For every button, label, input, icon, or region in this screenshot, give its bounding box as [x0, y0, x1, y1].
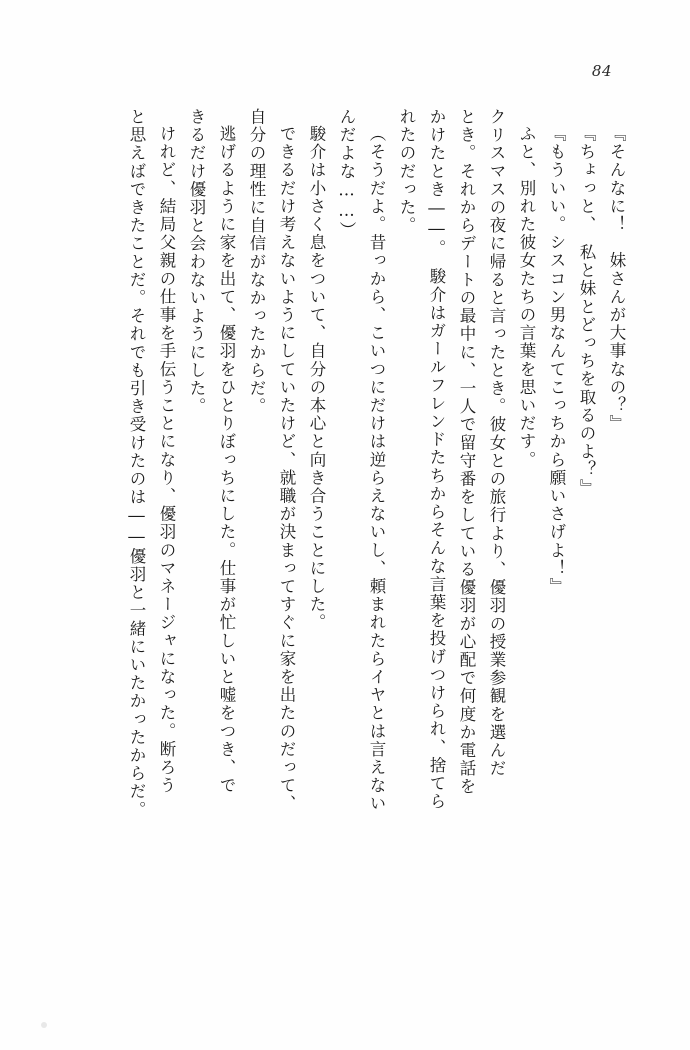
text-column: 『そんなに！ 妹さんが大事なの？』: [607, 125, 626, 433]
text-column: クリスマスの夜に帰ると言ったとき。彼女との旅行より、優羽の授業参観を選んだ: [487, 108, 506, 778]
text-column: けれど、結局父親の仕事を手伝うことになり、優羽のマネージャになった。断ろう: [157, 125, 176, 795]
text-column: できるだけ考えないようにしていたけど、就職が決まってすぐに家を出たのだって、: [277, 125, 296, 813]
page-number: 84: [591, 62, 612, 80]
text-column: んだよな……）: [337, 108, 356, 240]
text-column: 駿介は小さく息をついて、自分の本心と向き合うことにした。: [307, 125, 326, 632]
text-column: 自分の理性に自信がなかったからだ。: [247, 108, 266, 416]
text-column: 『もういい。シスコン男なんてこっちから願いさげよ！』: [547, 125, 566, 596]
text-column: 『ちょっと、 私と妹とどっちを取るのよ？』: [577, 125, 596, 497]
text-column: れたのだった。: [397, 108, 416, 235]
print-artifact: [41, 1022, 47, 1028]
text-column: 逃げるように家を出て、優羽をひとりぼっちにした。仕事が忙しいと嘘をつき、で: [217, 125, 236, 795]
text-column: （そうだよ。昔っから、こいつにだけは逆らえないし、頼まれたらイヤとは言えない: [367, 125, 386, 813]
text-column: と思えばできたことだ。それでも引き受けたのは――優羽と一緒にいたかったからだ。: [127, 108, 146, 819]
text-column: とき。それからデートの最中に、一人で留守番をしている優羽が心配で何度か電話を: [457, 108, 476, 796]
text-column: きるだけ優羽と会わないようにした。: [187, 108, 206, 416]
vertical-text-block: [60, 108, 624, 968]
text-column: ふと、別れた彼女たちの言葉を思いだす。: [517, 125, 536, 469]
text-column: かけたとき――。 駿介はガールフレンドたちからそんな言葉を投げつけられ、捨てら: [427, 108, 446, 811]
